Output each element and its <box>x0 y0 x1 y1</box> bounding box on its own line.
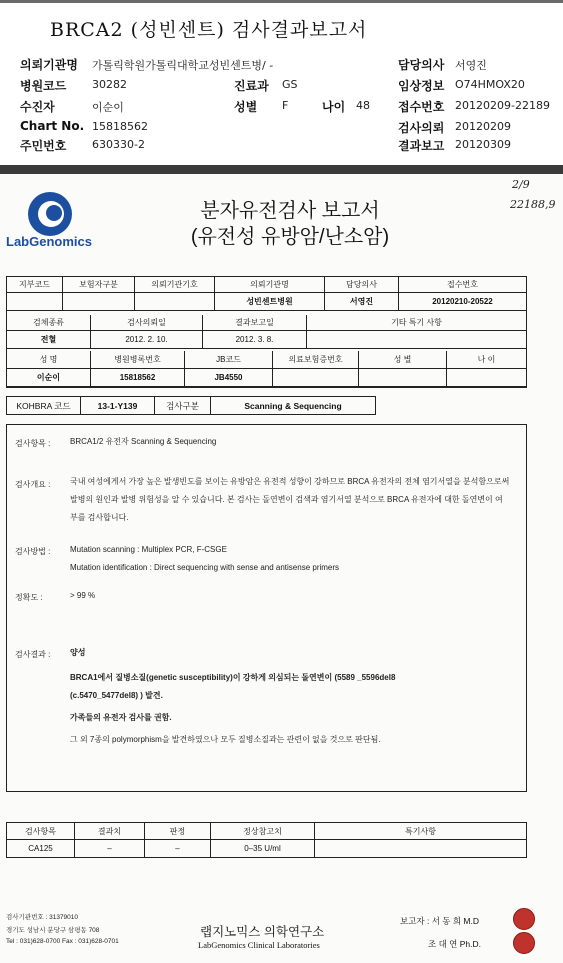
overview-text: 국내 여성에게서 가장 높은 발생빈도를 보이는 유방암은 유전적 성향이 강하므로 BRCA 유전자의 전체 염기서열을 분석함으로써 발병의 원인과 발병 위험성을 알 수 있습니다. 본 검사는 돌연변이 검색과 염기서열 분석으로 BRCA 유전자에 대한 돌연변이 여부를 검사합니다. <box>70 477 510 522</box>
result-head: 양성 <box>70 648 86 657</box>
brand-name: LabGenomics <box>6 234 92 249</box>
th-specimen: 검체종류 <box>7 315 91 331</box>
value-department: GS <box>282 78 298 91</box>
marker-table <box>6 822 527 858</box>
value-doctor: 서영진 <box>455 59 487 72</box>
result-line4: 그 외 7종의 polymorphism을 발견하였으나 모두 질병소질과는 관련이 없을 것으로 판단됨. <box>70 735 381 744</box>
td-name: 이순이 <box>7 369 91 387</box>
th-jb-code: JB코드 <box>185 351 273 369</box>
value-institution: 가톨릭학원가톨릭대학교성빈센트병/ - <box>92 59 274 72</box>
info-table <box>6 276 527 388</box>
label-department: 진료과 <box>234 79 269 93</box>
label-institution: 의뢰기관명 <box>20 58 78 72</box>
footer-line1: 검사기관번호 : 31379010 <box>6 914 79 921</box>
label-resident-no: 주민번호 <box>20 139 67 153</box>
accuracy-label: 정확도 : <box>15 593 43 602</box>
reviewer: 조 대 연 Ph.D. <box>428 939 481 949</box>
method-line1: Mutation scanning : Multiplex PCR, F-CSGE <box>70 545 227 554</box>
th-insurance-type: 보험자구분 <box>63 277 135 293</box>
td-report-date: 2012. 3. 8. <box>203 331 307 349</box>
footer-line3: Tel : 031)628-0700 Fax : 031)628-0701 <box>6 938 119 945</box>
th-institution-name: 의뢰기관명 <box>215 277 325 293</box>
td-specimen: 전혈 <box>7 331 91 349</box>
result-line3: 가족들의 유전자 검사를 권함. <box>70 713 172 722</box>
th-report-date: 결과보고일 <box>203 315 307 331</box>
value-hospital-code: 30282 <box>92 78 127 91</box>
category-value: Scanning & Sequencing <box>244 400 342 411</box>
td-insurance-no <box>273 369 359 387</box>
th-age: 나 이 <box>447 351 527 369</box>
label-patient: 수진자 <box>20 100 55 114</box>
value-report-date: 20120309 <box>455 138 511 151</box>
td-hospital-record-no: 15818562 <box>91 369 185 387</box>
method-label: 검사방법 : <box>15 547 51 556</box>
th-insurance-no: 의료보험증번호 <box>273 351 359 369</box>
result-line2: (c.5470_5477del8) ) 발견. <box>70 691 163 700</box>
item-text: BRCA1/2 유전자 Scanning & Sequencing <box>70 437 217 446</box>
label-report-date: 결과보고 <box>398 139 445 153</box>
th-sex: 성 별 <box>359 351 447 369</box>
kohbra-label: KOHBRA 코드 <box>7 397 81 414</box>
label-hospital-code: 병원코드 <box>20 79 67 93</box>
value-patient: 이순이 <box>92 101 124 114</box>
accuracy-text: > 99 % <box>70 591 96 600</box>
result-label: 검사결과 : <box>15 650 51 659</box>
td-insurance-type <box>63 293 135 311</box>
handwritten-note-1: 2/9 <box>512 178 530 191</box>
label-request-date: 검사의뢰 <box>398 121 445 135</box>
td-branch-code <box>7 293 63 311</box>
td-request-date: 2012. 2. 10. <box>91 331 203 349</box>
th-branch-code: 지부코드 <box>7 277 63 293</box>
td-remarks <box>307 331 527 349</box>
label-clinical-info: 임상정보 <box>398 79 445 93</box>
report-title: BRCA2 (성빈센트) 검사결과보고서 <box>50 19 368 41</box>
value-chart-no: 15818562 <box>92 120 148 133</box>
label-chart-no: Chart No. <box>20 119 85 133</box>
th-hospital-record-no: 병원병록번호 <box>91 351 185 369</box>
footer-org-ko: 랩지노믹스 의학연구소 <box>200 925 325 939</box>
th-name: 성 명 <box>7 351 91 369</box>
th-remarks: 기타 특기 사항 <box>307 315 527 331</box>
method-line2: Mutation identification : Direct sequencing with sense and antisense primers <box>70 563 340 572</box>
td-institution-symbol <box>135 293 215 311</box>
th-doctor: 담당의사 <box>325 277 399 293</box>
value-sex: F <box>282 99 289 112</box>
label-age: 나이 <box>322 100 346 114</box>
td-jb-code: JB4550 <box>185 369 273 387</box>
label-doctor: 담당의사 <box>398 58 445 72</box>
td-judgment: – <box>145 840 211 857</box>
report-title-line1: 분자유전검사 보고서 <box>200 200 380 222</box>
result-line1: BRCA1에서 질병소질(genetic susceptibility)이 강하게 의심되는 돌연변이 (5589 _5596del8 <box>70 673 396 682</box>
label-receipt-no: 접수번호 <box>398 100 445 114</box>
label-sex: 성별 <box>234 100 258 114</box>
th-institution-symbol: 의뢰기관기호 <box>135 277 215 293</box>
footer-line2: 경기도 성남시 분당구 삼평동 708 <box>6 927 100 934</box>
td-sex <box>359 369 447 387</box>
value-resident-no: 630330-2 <box>92 138 145 151</box>
th-reference: 정상참고치 <box>211 823 315 840</box>
seal-stamp-icon <box>513 932 535 954</box>
td-notes <box>315 840 526 857</box>
td-institution-name: 성빈센트병원 <box>215 293 325 311</box>
th-judgment: 판정 <box>145 823 211 840</box>
scanned-report <box>0 174 563 963</box>
labgenomics-logo-icon <box>28 192 72 236</box>
separator-bar <box>0 165 563 174</box>
td-reference: 0–35 U/ml <box>211 840 315 857</box>
value-clinical-info: O74HMOX20 <box>455 78 525 91</box>
report-body <box>6 424 527 792</box>
td-doctor: 서영진 <box>325 293 399 311</box>
th-receipt-no: 접수번호 <box>399 277 527 293</box>
footer-org-en: LabGenomics Clinical Laboratories <box>198 940 320 950</box>
reporter: 보고자 : 서 동 희 M.D <box>400 916 480 926</box>
th-test-item: 검사항목 <box>7 823 75 840</box>
td-age <box>447 369 527 387</box>
category-label: 검사구분 <box>155 397 211 414</box>
th-notes: 특기사항 <box>315 823 526 840</box>
kohbra-row <box>6 396 376 415</box>
td-receipt-no: 20120210-20522 <box>399 293 527 311</box>
overview-label: 검사개요 : <box>15 480 51 489</box>
kohbra-code: 13-1-Y139 <box>81 397 155 414</box>
seal-stamp-icon <box>513 908 535 930</box>
th-result: 결과치 <box>75 823 145 840</box>
value-receipt-no: 20120209-22189 <box>455 99 550 112</box>
result-header <box>0 0 563 165</box>
value-request-date: 20120209 <box>455 120 511 133</box>
td-test-item: CA125 <box>7 840 75 857</box>
report-title-line2: (유전성 유방암/난소암) <box>190 226 390 248</box>
handwritten-note-2: 22188,9 <box>510 198 556 211</box>
th-request-date: 검사의뢰일 <box>91 315 203 331</box>
item-label: 검사항목 : <box>15 439 51 448</box>
td-result: – <box>75 840 145 857</box>
value-age: 48 <box>356 99 370 112</box>
